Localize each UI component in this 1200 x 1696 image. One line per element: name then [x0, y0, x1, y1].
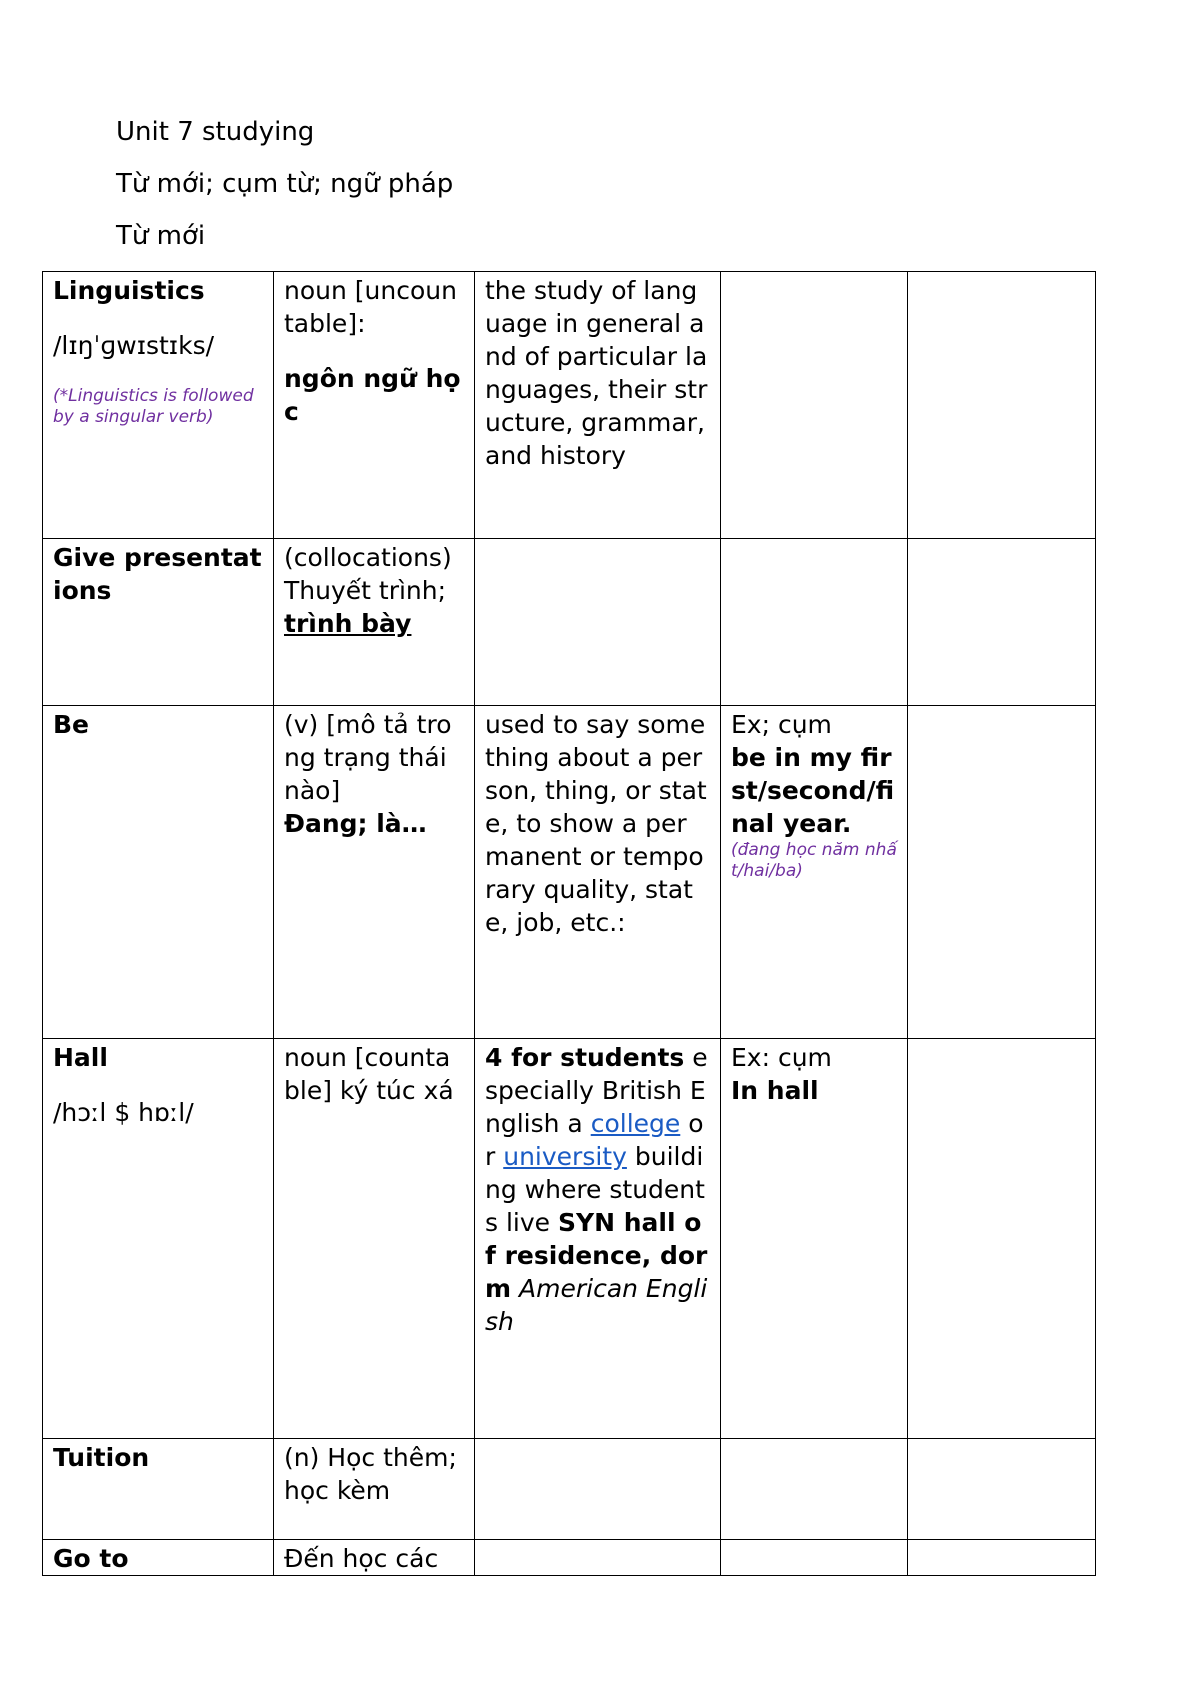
vietnamese-meaning: Đến học các [284, 1544, 439, 1573]
vietnamese-meaning: (n) Học thêm; học kèm [284, 1443, 457, 1505]
document-subtitle: Từ mới; cụm từ; ngữ pháp [116, 169, 454, 199]
word-cell [43, 706, 274, 1039]
table-row [43, 1540, 1096, 1576]
extra-cell [908, 706, 1096, 1039]
vocab-word: Go to [53, 1544, 129, 1573]
part-of-speech: (v) [mô tả trong trạng thái nào] [284, 710, 452, 805]
pos-cell [274, 1039, 475, 1439]
word-cell [43, 272, 274, 539]
table-row [43, 1439, 1096, 1540]
pos-cell [274, 272, 475, 539]
definition-connector: or [485, 1109, 704, 1171]
pos-cell [274, 1439, 475, 1540]
definition-cell [475, 1039, 721, 1439]
pos-cell [274, 539, 475, 706]
extra-cell [908, 272, 1096, 539]
university-link[interactable]: university [503, 1142, 627, 1171]
definition-cell [475, 539, 721, 706]
vietnamese-meaning: Đang; là… [284, 809, 427, 838]
example-cell [721, 272, 908, 539]
part-of-speech: (collocations) [284, 543, 452, 572]
definition: especially British English a [485, 1043, 708, 1138]
word-cell [43, 1439, 274, 1540]
part-of-speech: noun [uncountable]: [284, 276, 457, 338]
document-title: Unit 7 studying [116, 117, 315, 147]
definition-cell [475, 272, 721, 539]
example-phrase: be in my first/second/final year. [731, 743, 895, 838]
definition-continued: building where students live [485, 1142, 705, 1237]
example-cell [721, 539, 908, 706]
example-cell [721, 1439, 908, 1540]
table-row [43, 539, 1096, 706]
table-row [43, 272, 1096, 539]
example-cell [721, 706, 908, 1039]
definition: used to say something about a person, thing, or state, to show a permanent or temporary quality, state, job, etc.: [485, 710, 707, 937]
definition: the study of language in general and of particular languages, their structure, grammar, and history [485, 276, 708, 470]
table-row [43, 1039, 1096, 1439]
vietnamese-meaning-emphasis: trình bày [284, 609, 412, 638]
pos-cell [274, 1540, 475, 1576]
extra-cell [908, 1039, 1096, 1439]
college-link[interactable]: college [590, 1109, 681, 1138]
vocab-word: Linguistics [53, 276, 205, 305]
example-cell [721, 1039, 908, 1439]
extra-cell [908, 1439, 1096, 1540]
example-translation: (đang học năm nhất/hai/ba) [731, 840, 897, 881]
vocab-word: Hall [53, 1043, 108, 1072]
vietnamese-meaning: Thuyết trình; [284, 576, 447, 605]
definition-cell [475, 1439, 721, 1540]
vietnamese-meaning: ký túc xá [339, 1076, 454, 1105]
usage-note: (*Linguistics is followed by a singular verb) [53, 386, 254, 427]
example-intro: Ex; cụm [731, 710, 832, 739]
vietnamese-meaning: ngôn ngữ học [284, 364, 461, 426]
sense-label: 4 for students [485, 1043, 685, 1072]
example-cell [721, 1540, 908, 1576]
word-cell [43, 1540, 274, 1576]
synonym: SYN hall of residence, dorm [485, 1208, 708, 1303]
vocab-word: Tuition [53, 1443, 150, 1472]
extra-cell [908, 539, 1096, 706]
extra-cell [908, 1540, 1096, 1576]
pos-cell [274, 706, 475, 1039]
vocab-word: Be [53, 710, 90, 739]
pronunciation: /lɪŋˈɡwɪstɪks/ [53, 331, 215, 360]
pronunciation: /hɔːl $ hɒːl/ [53, 1098, 194, 1127]
section-heading: Từ mới [116, 221, 206, 251]
word-cell [43, 1039, 274, 1439]
word-cell [43, 539, 274, 706]
example-intro: Ex: cụm [731, 1043, 832, 1072]
table-row [43, 706, 1096, 1039]
part-of-speech: noun [countable] [284, 1043, 451, 1105]
definition-cell [475, 1540, 721, 1576]
vocabulary-table [42, 271, 1096, 1576]
vocab-word: Give presentations [53, 543, 262, 605]
definition-cell [475, 706, 721, 1039]
dialect-label: American English [485, 1274, 708, 1336]
example-phrase: In hall [731, 1076, 819, 1105]
